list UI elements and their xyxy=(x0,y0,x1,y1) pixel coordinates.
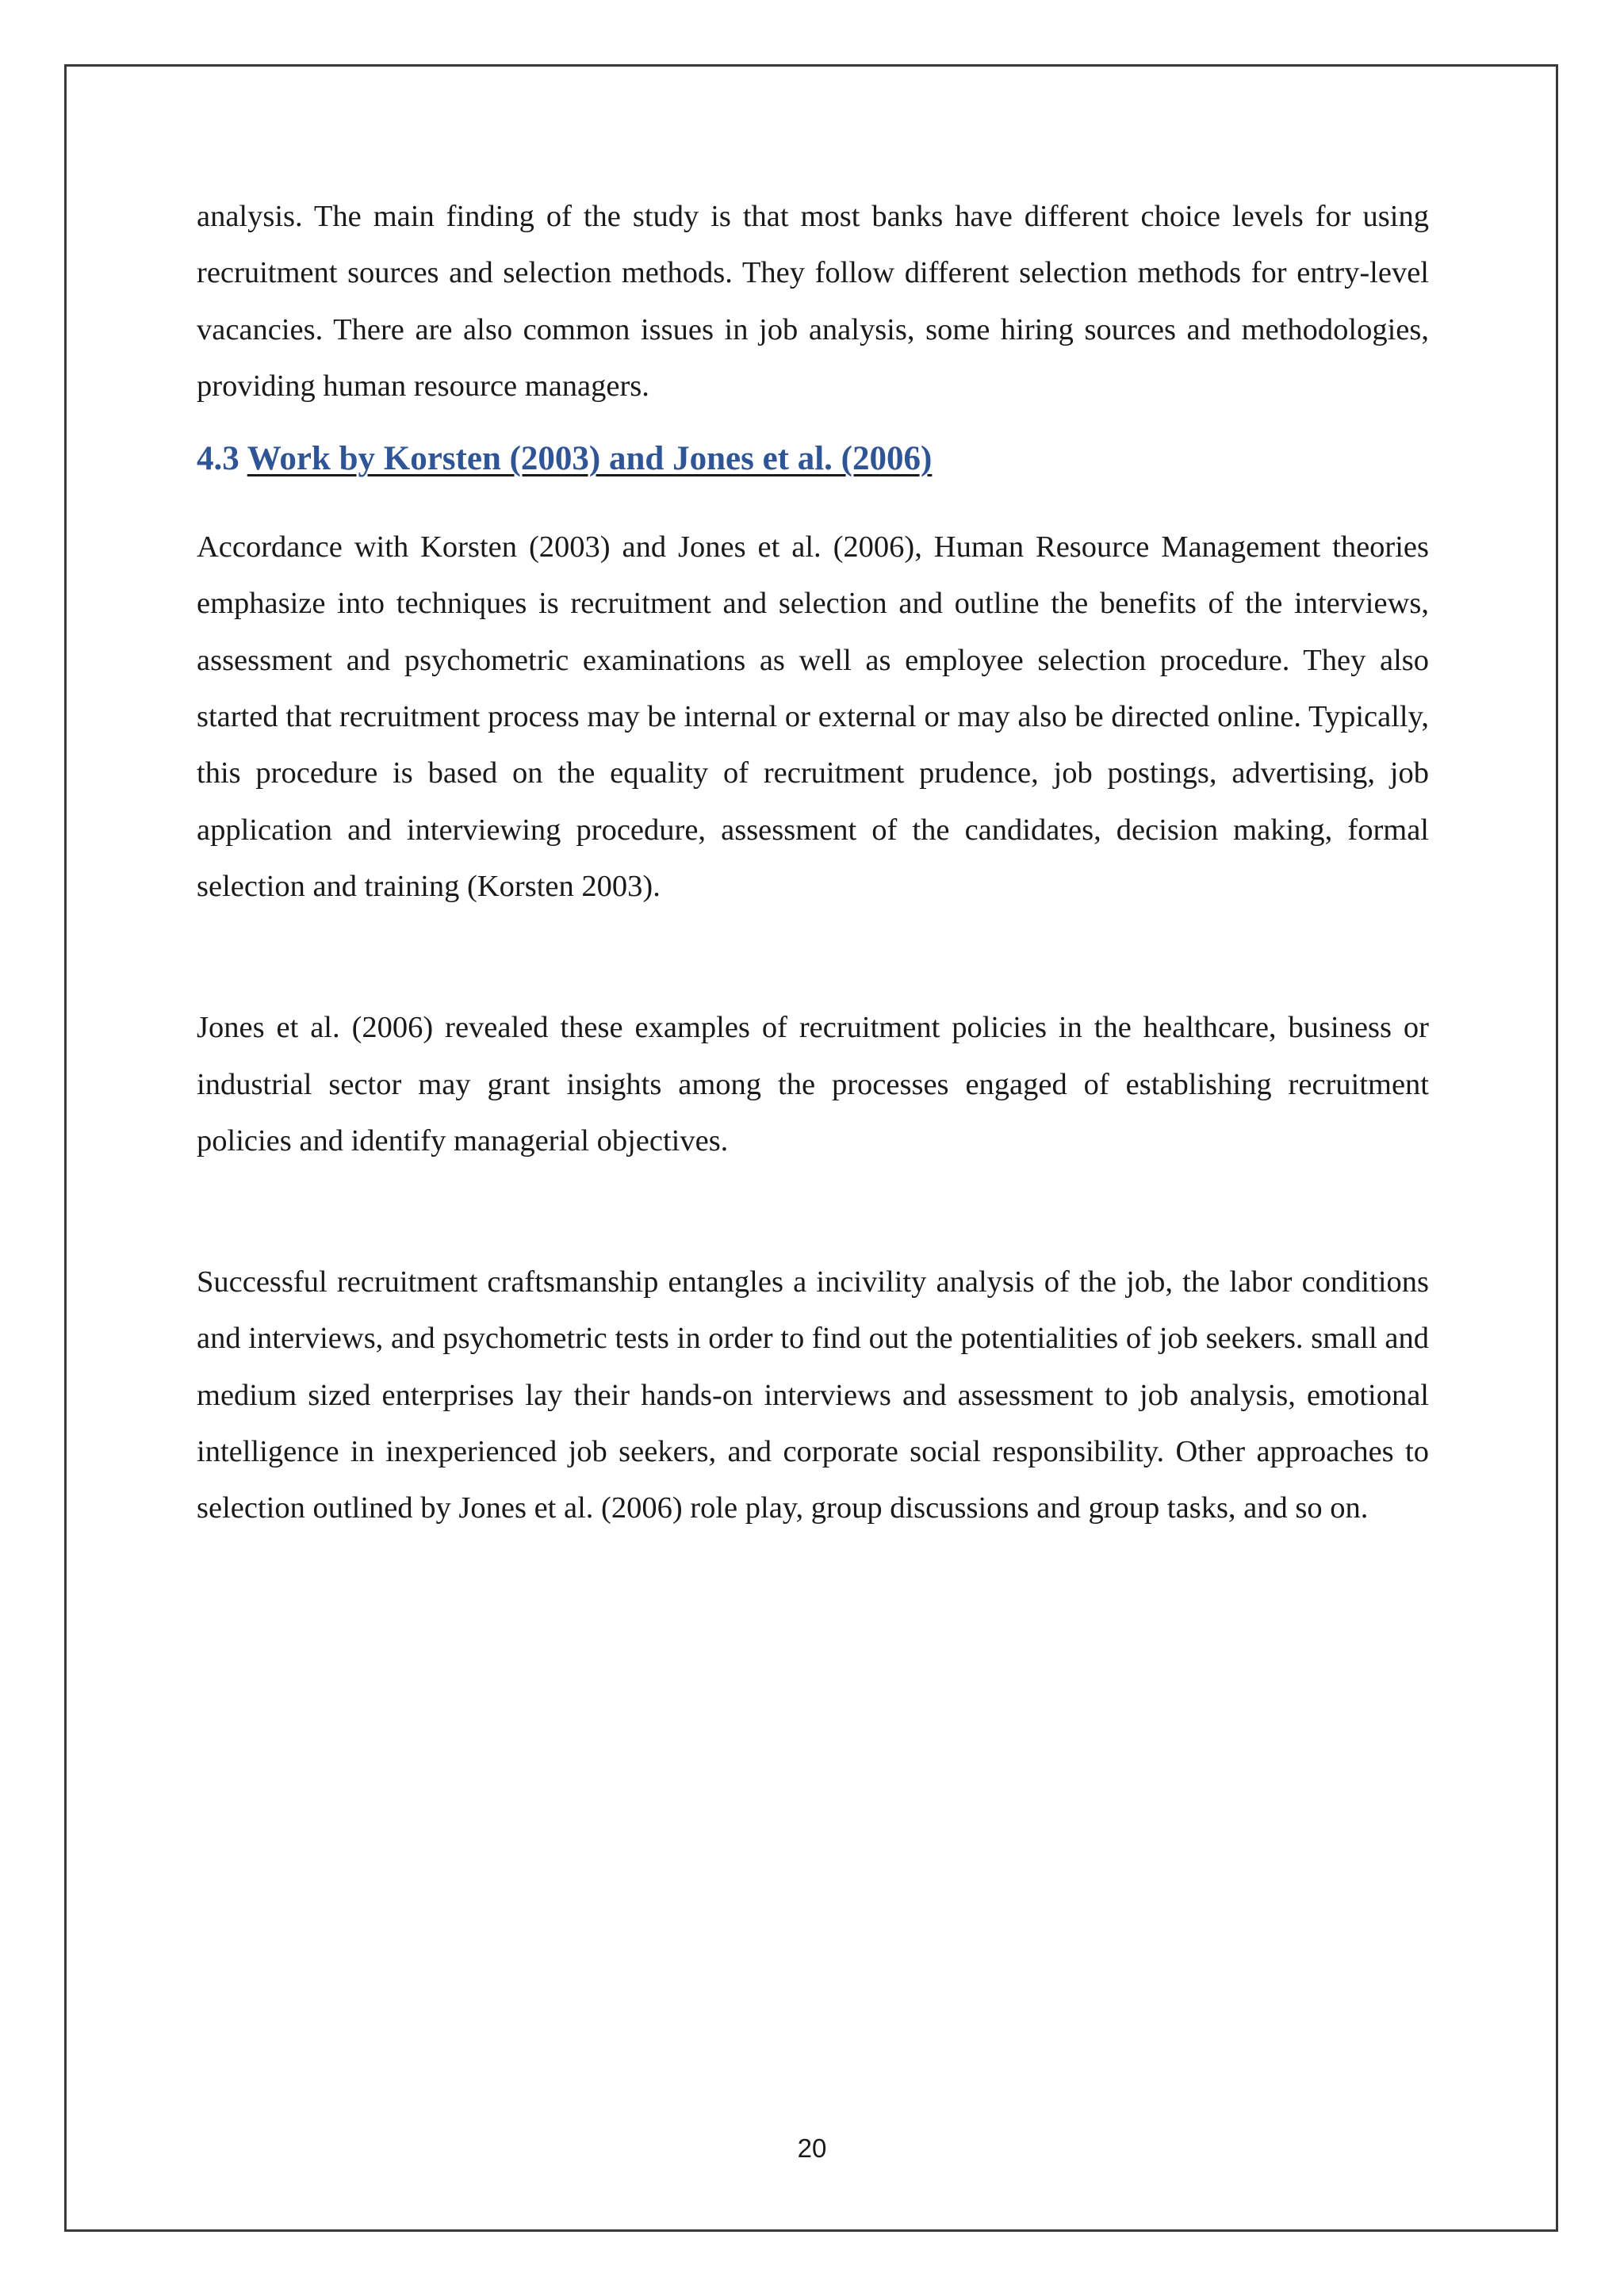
section-title: Work by Korsten (2003) and Jones et al. (2006) xyxy=(247,440,933,478)
body-paragraph-jones: Jones et al. (2006) revealed these examples of recruitment policies in the healthcare, business or industrial sector may grant insights among the processes engaged of establishing recruitment policies and identify managerial objectives. xyxy=(197,1011,1429,1158)
section-heading xyxy=(197,435,1429,483)
intro-paragraph: analysis. The main finding of the study is that most banks have different choice levels for using recruitment sources and selection methods. They follow different selection methods for entry-level vacancies. There are also common issues in job analysis, some hiring sources and methodologies, providing human resource managers. xyxy=(197,200,1429,403)
page-number: 20 xyxy=(797,2133,827,2163)
section-number: 4.3 xyxy=(197,440,239,478)
page-content xyxy=(197,189,1429,1537)
body-paragraph-korsten: Accordance with Korsten (2003) and Jones et al. (2006), Human Resource Management theories emphasize into techniques is recruitment and selection and outline the benefits of the interviews, assessment and psychometric examinations as well as employee selection procedure. They also started that recruitment process may be internal or external or may also be directed online. Typically, this procedure is based on the equality of recruitment prudence, job postings, advertising, job application and interviewing procedure, assessment of the candidates, decision making, formal selection and training (Korsten 2003). xyxy=(197,530,1429,903)
body-paragraph-recruitment: Successful recruitment craftsmanship entangles a incivility analysis of the job, the labor conditions and interviews, and psychometric tests in order to find out the potentialities of job seekers. small and medium sized enterprises lay their hands-on interviews and assessment to job analysis, emotional intelligence in inexperienced job seekers, and corporate social responsibility. Other approaches to selection outlined by Jones et al. (2006) role play, group discussions and group tasks, and so on. xyxy=(197,1265,1429,1525)
